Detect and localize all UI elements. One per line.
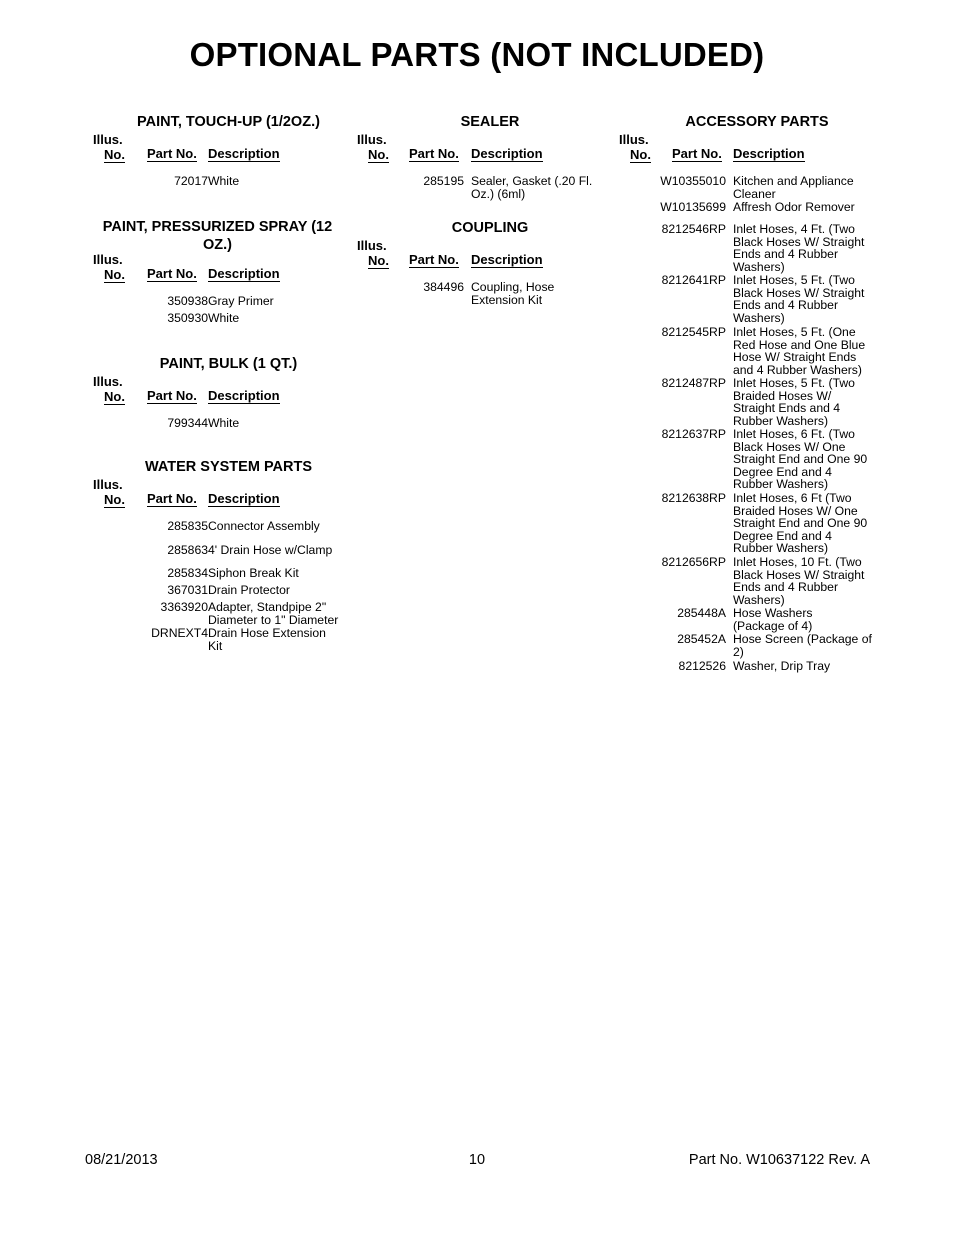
table-header	[90, 251, 345, 283]
illus-header: Illus. No.	[93, 132, 125, 162]
part-no-header: Part No.	[409, 146, 459, 161]
part-description: Connector Assembly	[208, 519, 320, 533]
part-number: 72017	[174, 174, 208, 188]
parts-list	[90, 520, 345, 653]
description-header: Description	[471, 252, 543, 267]
table-row	[90, 520, 345, 544]
table-row	[616, 492, 876, 556]
part-number: DRNEXT4	[151, 626, 208, 640]
part-number: 350930	[167, 311, 208, 325]
part-description: Inlet Hoses, 4 Ft. (Two Black Hoses W/ Straight Ends and 4 Rubber Washers)	[733, 222, 865, 274]
part-description: Sealer, Gasket (.20 Fl. Oz.) (6ml)	[471, 174, 593, 201]
part-description: Inlet Hoses, 6 Ft. (Two Black Hoses W/ One Straight End and One 90 Degree End and 4 Rubber Washers)	[733, 427, 868, 492]
footer-page-number: 10	[468, 1152, 486, 1168]
part-description: Inlet Hoses, 5 Ft. (One Red Hose and One Blue Hose W/ Straight Ends and 4 Rubber Washers)	[733, 325, 866, 377]
table-row	[90, 175, 345, 189]
part-number: 285195	[423, 174, 464, 188]
table-row	[90, 601, 345, 627]
section-title: PAINT, PRESSURIZED SPRAY (12 OZ.)	[102, 219, 333, 253]
part-number: 285448A	[677, 606, 726, 620]
part-description: Siphon Break Kit	[208, 566, 299, 580]
section-water-system	[90, 458, 345, 653]
section-title: SEALER	[460, 114, 520, 130]
table-row	[616, 377, 876, 428]
part-description: Inlet Hoses, 5 Ft. (Two Black Hoses W/ Straight Ends and 4 Rubber Washers)	[733, 273, 865, 325]
part-description: Washer, Drip Tray	[733, 659, 831, 673]
table-row	[616, 607, 876, 633]
table-row	[616, 428, 876, 492]
table-row	[616, 660, 876, 674]
section-paint-spray	[90, 218, 345, 355]
parts-list	[616, 175, 876, 674]
illus-header: Illus. No.	[619, 132, 651, 162]
part-description: Inlet Hoses, 10 Ft. (Two Black Hoses W/ Straight Ends and 4 Rubber Washers)	[733, 555, 865, 607]
table-header	[354, 237, 604, 269]
table-row	[616, 326, 876, 377]
description-header: Description	[208, 266, 280, 281]
parts-list	[90, 175, 345, 189]
part-description: Inlet Hoses, 6 Ft (Two Braided Hoses W/ One Straight End and One 90 Degree End and 4 Rubber Washers)	[733, 491, 868, 556]
section-title: ACCESSORY PARTS	[685, 114, 829, 130]
part-no-header: Part No.	[147, 146, 197, 161]
section-title: WATER SYSTEM PARTS	[144, 459, 313, 475]
part-no-header: Part No.	[672, 146, 722, 161]
table-row	[616, 175, 876, 201]
table-row	[616, 633, 876, 660]
table-header	[90, 476, 345, 508]
part-description: Kitchen and Appliance Cleaner	[733, 174, 854, 201]
section-paint-touchup	[90, 113, 345, 218]
part-no-header: Part No.	[147, 266, 197, 281]
table-row	[90, 417, 345, 431]
illus-header: Illus. No.	[357, 238, 389, 268]
table-row	[616, 274, 876, 326]
part-description: White	[208, 174, 240, 188]
part-description: Gray Primer	[208, 294, 274, 308]
part-description: White	[208, 416, 240, 430]
illus-header: Illus. No.	[357, 132, 389, 162]
table-row	[90, 627, 345, 653]
part-description: Drain Protector	[208, 583, 290, 597]
part-number: 285863	[167, 543, 208, 557]
part-number: 285452A	[677, 632, 726, 646]
table-row	[90, 544, 345, 567]
part-number: W10135699	[660, 200, 726, 214]
table-header	[90, 373, 345, 405]
parts-list	[90, 295, 345, 326]
part-no-header: Part No.	[147, 388, 197, 403]
description-header: Description	[733, 146, 805, 161]
table-header	[90, 131, 345, 163]
parts-list	[354, 281, 604, 306]
part-description: Hose Screen (Package of 2)	[733, 632, 872, 659]
part-number: 8212546RP	[661, 222, 726, 236]
description-header: Description	[208, 491, 280, 506]
section-title: PAINT, BULK (1 QT.)	[159, 356, 298, 372]
table-row	[354, 175, 604, 200]
table-row	[616, 201, 876, 223]
table-header	[354, 131, 604, 163]
part-number: 367031	[167, 583, 208, 597]
part-description: Affresh Odor Remover	[733, 200, 855, 214]
parts-list	[90, 417, 345, 431]
section-coupling	[354, 219, 604, 306]
description-header: Description	[208, 388, 280, 403]
table-row	[354, 281, 604, 306]
table-row	[616, 223, 876, 274]
part-no-header: Part No.	[147, 491, 197, 506]
section-sealer	[354, 113, 604, 219]
part-description: Adapter, Standpipe 2" Diameter to 1" Diameter	[208, 600, 339, 627]
part-description: Coupling, Hose Extension Kit	[471, 280, 555, 307]
footer-date: 08/21/2013	[85, 1152, 158, 1168]
part-number: 8212487RP	[661, 376, 726, 390]
part-number: 384496	[423, 280, 464, 294]
description-header: Description	[471, 146, 543, 161]
section-title: COUPLING	[451, 220, 529, 236]
table-row	[90, 312, 345, 326]
section-title: PAINT, TOUCH-UP (1/2OZ.)	[137, 114, 320, 130]
table-row	[616, 556, 876, 607]
footer-part-number: Part No. W10637122 Rev. A	[688, 1152, 870, 1168]
column-middle	[354, 113, 604, 306]
illus-header: Illus. No.	[93, 374, 125, 404]
parts-list	[354, 175, 604, 200]
illus-header: Illus. No.	[93, 252, 125, 282]
part-no-header: Part No.	[409, 252, 459, 267]
section-paint-bulk	[90, 355, 345, 458]
part-number: 285834	[167, 566, 208, 580]
table-row	[90, 584, 345, 601]
part-description: Inlet Hoses, 5 Ft. (Two Braided Hoses W/ Straight Ends and 4 Rubber Washers)	[733, 376, 855, 428]
part-number: W10355010	[660, 174, 726, 188]
part-number: 799344	[167, 416, 208, 430]
part-number: 8212641RP	[661, 273, 726, 287]
part-number: 8212638RP	[661, 491, 726, 505]
part-number: 8212637RP	[661, 427, 726, 441]
part-number: 8212526	[678, 659, 726, 673]
part-number: 8212656RP	[661, 555, 726, 569]
part-number: 285835	[167, 519, 208, 533]
column-right	[616, 113, 876, 674]
part-number: 3363920	[160, 600, 208, 614]
page-title: OPTIONAL PARTS (NOT INCLUDED)	[189, 36, 765, 73]
part-description: 4' Drain Hose w/Clamp	[208, 543, 333, 557]
illus-header: Illus. No.	[93, 477, 125, 507]
description-header: Description	[208, 146, 280, 161]
part-description: Hose Washers (Package of 4)	[733, 606, 813, 633]
section-accessory	[616, 113, 876, 674]
part-number: 8212545RP	[661, 325, 726, 339]
part-description: Drain Hose Extension Kit	[208, 626, 326, 653]
part-number: 350938	[167, 294, 208, 308]
part-description: White	[208, 311, 240, 325]
table-header	[616, 131, 876, 163]
table-row	[90, 295, 345, 312]
column-left	[90, 113, 345, 653]
table-row	[90, 567, 345, 584]
